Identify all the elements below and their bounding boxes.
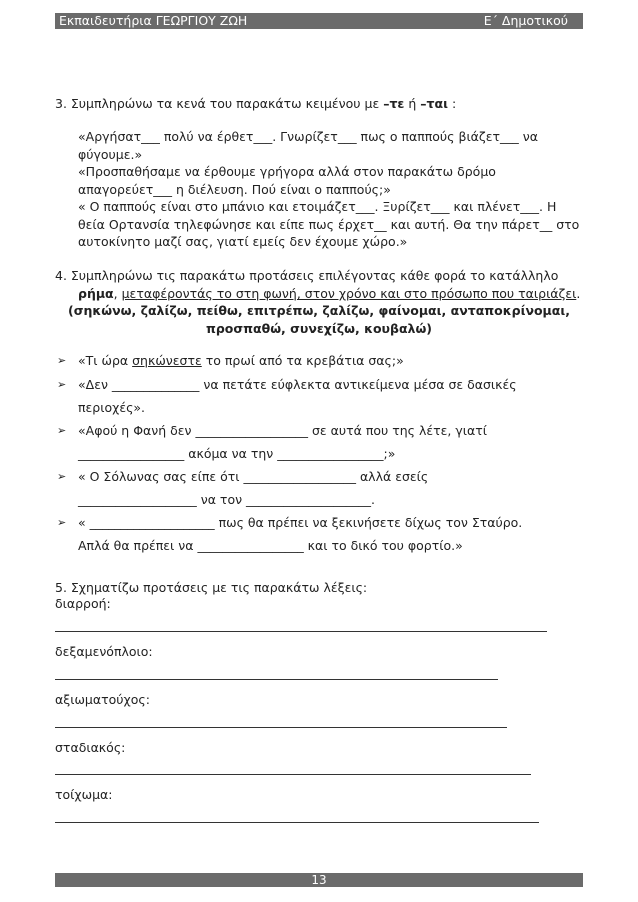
bullet-sentence-2: «Δεν ______________ να πετάτε εύφλεκτα αντικείμενα μέσα σε δασικές bbox=[78, 377, 517, 392]
answer-line bbox=[55, 774, 531, 775]
word-prompt: σταδιακός: bbox=[55, 740, 126, 755]
bullet-sentence-3: «Αφού η Φανή δεν __________________ σε αυτά που της λέτε, γιατί bbox=[78, 423, 487, 438]
answer-line bbox=[55, 631, 547, 632]
exercise-3-line: φύγουμε.» bbox=[78, 147, 143, 162]
arrow-bullet-icon: ➢ bbox=[57, 424, 67, 437]
verb-list-line-1: (σηκώνω, ζαλίζω, πείθω, επιτρέπω, ζαλίζω, φαίνομαι, ανταποκρίνομαι, bbox=[68, 303, 570, 318]
exercise-4-instruction: ρήμα, μεταφέροντάς το στη φωνή, στον χρόνο και στο πρόσωπο που ταιριάζει. bbox=[78, 286, 581, 301]
word-prompt: δεξαμενόπλοιο: bbox=[55, 644, 153, 659]
bullet-sentence-4: « Ο Σόλωνας σας είπε ότι __________________ αλλά εσείς bbox=[78, 469, 429, 484]
arrow-bullet-icon: ➢ bbox=[57, 378, 67, 391]
verb-list-line-2: προσπαθώ, συνεχίζω, κουβαλώ) bbox=[205, 321, 433, 336]
exercise-3-line: « Ο παππούς είναι στο μπάνιο και ετοιμάζετ___. Ξυρίζετ___ και πλένετ___. Η bbox=[78, 199, 557, 214]
exercise-5-title: 5. Σχηματίζω προτάσεις με τις παρακάτω λέξεις: bbox=[55, 580, 368, 595]
bullet-sentence-4-cont: ___________________ να τον ____________________. bbox=[78, 492, 376, 507]
school-name: Εκπαιδευτήρια ΓΕΩΡΓΙΟΥ ΖΩΗ bbox=[59, 13, 248, 28]
bullet-sentence-3-cont: _________________ ακόμα να την _________________;» bbox=[78, 446, 396, 461]
exercise-3-line: «Προσπαθήσαμε να έρθουμε γρήγορα αλλά στον παρακάτω δρόμο bbox=[78, 164, 496, 179]
arrow-bullet-icon: ➢ bbox=[57, 516, 67, 529]
answer-line bbox=[55, 727, 507, 728]
page-footer bbox=[55, 873, 583, 887]
answer-line bbox=[55, 679, 498, 680]
word-prompt: αξιωματούχος: bbox=[55, 692, 150, 707]
bullet-sentence-5: « ____________________ πως θα πρέπει να ξεκινήσετε δίχως τον Σταύρο. bbox=[78, 515, 523, 530]
exercise-3-title: 3. Συμπληρώνω τα κενά του παρακάτω κειμένου με –τε ή –ται : bbox=[55, 96, 457, 111]
exercise-4-title: 4. Συμπληρώνω τις παρακάτω προτάσεις επιλέγοντας κάθε φορά το κατάλληλο bbox=[55, 268, 559, 283]
answer-line bbox=[55, 822, 539, 823]
exercise-3-line: θεία Ορτανσία τηλεφώνησε και είπε πως έρχετ__ και αυτή. Θα την πάρετ__ στο bbox=[78, 217, 580, 232]
page-header bbox=[55, 13, 583, 29]
exercise-3-line: απαγορεύετ___ η διέλευση. Πού είναι ο παππούς;» bbox=[78, 182, 391, 197]
arrow-bullet-icon: ➢ bbox=[57, 354, 67, 367]
bullet-sentence-1: «Τι ώρα σηκώνεστε το πρωί από τα κρεβάτια σας;» bbox=[78, 353, 404, 368]
bullet-sentence-2-cont: περιοχές». bbox=[78, 400, 146, 415]
word-prompt: τοίχωμα: bbox=[55, 787, 113, 802]
page-number: 13 bbox=[311, 873, 327, 887]
word-prompt: διαρροή: bbox=[55, 596, 111, 611]
exercise-3-line: αυτοκίνητο μαζί σας, γιατί εμείς δεν έχουμε χώρο.» bbox=[78, 234, 408, 249]
exercise-3-line: «Αργήσατ___ πολύ να έρθετ___. Γνωρίζετ___ πως ο παππούς βιάζετ___ να bbox=[78, 129, 538, 144]
arrow-bullet-icon: ➢ bbox=[57, 470, 67, 483]
bullet-sentence-5-cont: Απλά θα πρέπει να _________________ και το δικό του φορτίο.» bbox=[78, 538, 463, 553]
grade-label: Ε΄ Δημοτικού bbox=[483, 13, 568, 28]
